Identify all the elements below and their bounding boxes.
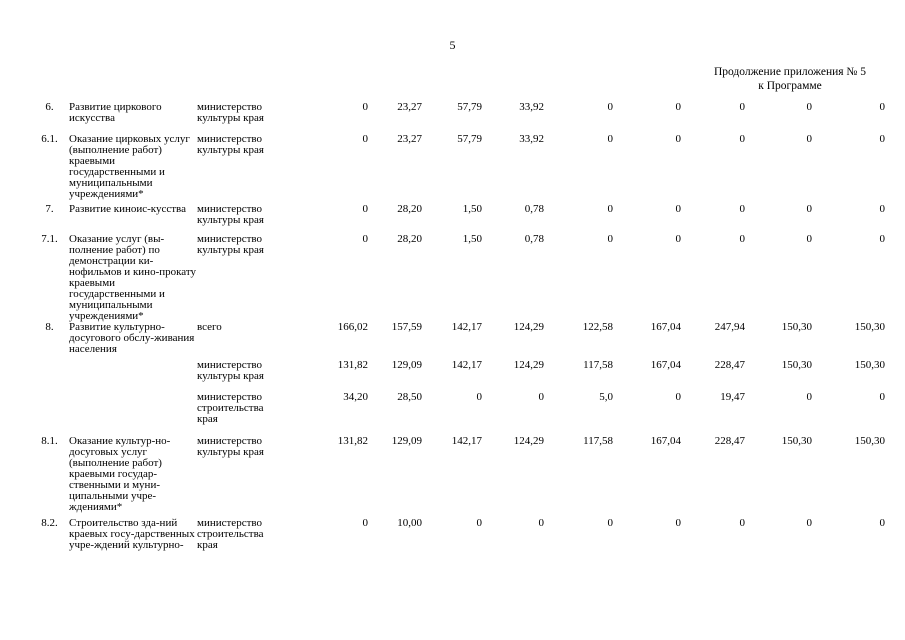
appendix-heading-line1: Продолжение приложения № 5: [713, 66, 867, 78]
value-cell: 0: [806, 391, 812, 403]
value-cell: 0: [362, 133, 368, 145]
row-number: 6.1.: [41, 133, 58, 145]
value-cell: 0: [879, 391, 885, 403]
value-cell: 0: [476, 517, 482, 529]
executor: министерство культуры края: [197, 435, 264, 458]
table-row: [30, 518, 885, 578]
value-cell: 0: [607, 233, 613, 245]
value-cell: 157,59: [391, 321, 422, 333]
row-number: 7.: [45, 203, 54, 215]
measure-name: Строительство зда-ний краевых госу-дарственных учре-ждений культурно-: [69, 517, 195, 551]
measure-name: Развитие циркового искусства: [69, 101, 162, 124]
row-number: 6.: [45, 101, 54, 113]
value-cell: 0: [806, 133, 812, 145]
value-cell: 0: [806, 101, 812, 113]
value-cell: 0: [607, 517, 613, 529]
value-cell: 131,82: [337, 435, 368, 447]
value-cell: 124,29: [513, 359, 544, 371]
value-cell: 19,47: [720, 391, 745, 403]
table-row: [30, 436, 885, 518]
value-cell: 28,50: [397, 391, 422, 403]
value-cell: 0: [675, 101, 681, 113]
executor: министерство культуры края: [197, 133, 264, 156]
table-row: [30, 102, 885, 134]
value-cell: 0: [879, 233, 885, 245]
value-cell: 0: [879, 517, 885, 529]
value-cell: 0: [879, 101, 885, 113]
executor: всего: [197, 321, 222, 333]
value-cell: 0: [879, 203, 885, 215]
value-cell: 228,47: [714, 359, 745, 371]
value-cell: 23,27: [397, 101, 422, 113]
value-cell: 167,04: [650, 321, 681, 333]
value-cell: 0: [675, 517, 681, 529]
value-cell: 5,0: [599, 391, 613, 403]
value-cell: 124,29: [513, 435, 544, 447]
table-row: [30, 360, 885, 392]
value-cell: 0: [362, 101, 368, 113]
value-cell: 150,30: [854, 435, 885, 447]
value-cell: 0: [675, 391, 681, 403]
value-cell: 34,20: [343, 391, 368, 403]
table-body: [30, 102, 885, 578]
row-number: 8.2.: [41, 517, 58, 529]
value-cell: 0: [806, 203, 812, 215]
value-cell: 142,17: [451, 435, 482, 447]
value-cell: 129,09: [391, 435, 422, 447]
measure-name: [69, 360, 197, 392]
value-cell: 0: [538, 391, 544, 403]
value-cell: 131,82: [337, 359, 368, 371]
table-row: [30, 204, 885, 234]
table-row: [30, 234, 885, 322]
value-cell: 122,58: [582, 321, 613, 333]
program-table: [30, 102, 885, 578]
value-cell: 0: [879, 133, 885, 145]
row-number: [30, 360, 69, 392]
value-cell: 247,94: [714, 321, 745, 333]
value-cell: 57,79: [457, 101, 482, 113]
appendix-heading: [690, 66, 890, 93]
value-cell: 142,17: [451, 321, 482, 333]
measure-name: Развитие культурно-досугового обслу-живания населения: [69, 321, 195, 355]
measure-name: Оказание культур-но-досуговых услуг (выполнение работ) краевыми государ-ственными и муни-ципальными учре-ждениями*: [69, 435, 171, 513]
value-cell: 0,78: [524, 233, 544, 245]
value-cell: 0: [607, 101, 613, 113]
page-number: 5: [449, 38, 456, 52]
value-cell: 1,50: [462, 233, 482, 245]
value-cell: 0: [607, 203, 613, 215]
value-cell: 167,04: [650, 359, 681, 371]
row-number: 7.1.: [41, 233, 58, 245]
measure-name: [69, 392, 197, 436]
executor: министерство культуры края: [197, 203, 264, 226]
measure-name: Развитие киноис-кусства: [69, 203, 186, 215]
row-number: 8.1.: [41, 435, 58, 447]
appendix-heading-line2: к Программе: [758, 79, 822, 92]
value-cell: 150,30: [781, 321, 812, 333]
value-cell: 129,09: [391, 359, 422, 371]
value-cell: 0: [362, 233, 368, 245]
value-cell: 0: [739, 233, 745, 245]
row-number: [30, 392, 69, 436]
value-cell: 23,27: [397, 133, 422, 145]
value-cell: 150,30: [854, 359, 885, 371]
value-cell: 150,30: [781, 435, 812, 447]
value-cell: 0: [362, 517, 368, 529]
value-cell: 0: [538, 517, 544, 529]
value-cell: 28,20: [397, 233, 422, 245]
value-cell: 33,92: [519, 101, 544, 113]
value-cell: 0: [675, 203, 681, 215]
executor: министерство строительства края: [197, 517, 264, 551]
value-cell: 0: [476, 391, 482, 403]
value-cell: 0: [675, 133, 681, 145]
value-cell: 167,04: [650, 435, 681, 447]
value-cell: 0: [739, 203, 745, 215]
value-cell: 57,79: [457, 133, 482, 145]
table-row: [30, 392, 885, 436]
value-cell: 0: [806, 517, 812, 529]
table-row: [30, 134, 885, 204]
value-cell: 0: [675, 233, 681, 245]
row-number: 8.: [45, 321, 54, 333]
value-cell: 150,30: [854, 321, 885, 333]
value-cell: 10,00: [397, 517, 422, 529]
value-cell: 0: [362, 203, 368, 215]
value-cell: 150,30: [781, 359, 812, 371]
value-cell: 1,50: [462, 203, 482, 215]
value-cell: 0: [739, 517, 745, 529]
executor: министерство строительства края: [197, 391, 264, 425]
value-cell: 0: [806, 233, 812, 245]
table-row: [30, 322, 885, 360]
executor: министерство культуры края: [197, 359, 264, 382]
value-cell: 28,20: [397, 203, 422, 215]
executor: министерство культуры края: [197, 101, 264, 124]
value-cell: 166,02: [337, 321, 368, 333]
value-cell: 117,58: [583, 435, 613, 447]
value-cell: 117,58: [583, 359, 613, 371]
value-cell: 0,78: [524, 203, 544, 215]
measure-name: Оказание цирковых услуг (выполнение работ) краевыми государственными и муниципальными учреждениями*: [69, 133, 190, 200]
value-cell: 0: [607, 133, 613, 145]
measure-name: Оказание услуг (вы-полнение работ) по демонстрации ки-нофильмов и кино-прокату краевыми государственными и муниципальными учреждениями*: [69, 233, 197, 322]
value-cell: 33,92: [519, 133, 544, 145]
value-cell: 124,29: [513, 321, 544, 333]
executor: министерство культуры края: [197, 233, 264, 256]
value-cell: 228,47: [714, 435, 745, 447]
value-cell: 0: [739, 133, 745, 145]
value-cell: 142,17: [451, 359, 482, 371]
value-cell: 0: [739, 101, 745, 113]
